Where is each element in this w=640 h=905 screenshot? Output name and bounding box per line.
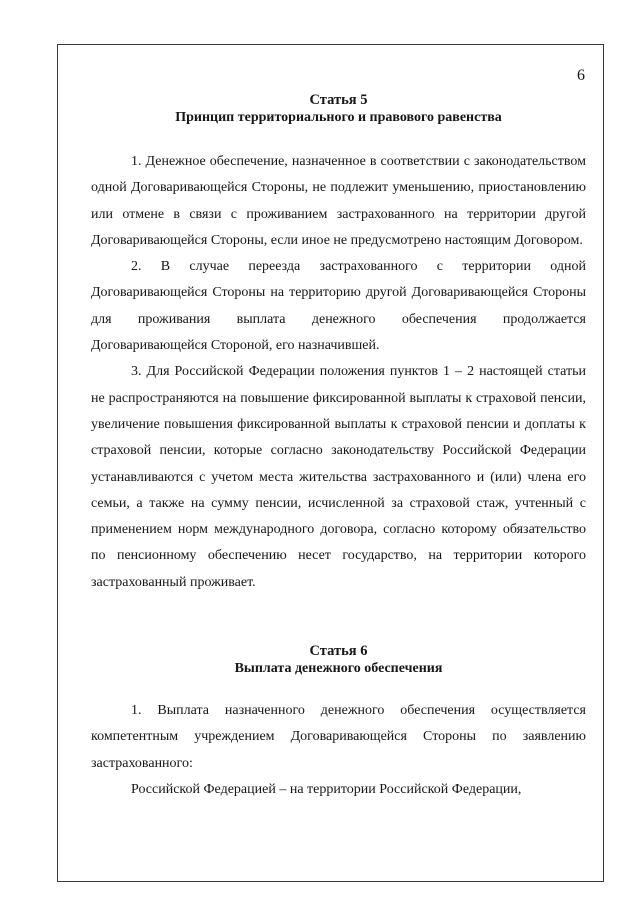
article-5-paragraph-1: 1. Денежное обеспечение, назначенное в соответствии с законодательством одной Договаривающейся Стороны, не подлежит уменьшению, приостановлению или отмене в связи с проживанием застрахованного на территории другой Договаривающейся Стороны, если иное не предусмотрено настоящим Договором. xyxy=(91,154,586,248)
article-5-heading: Статья 5 xyxy=(309,92,368,108)
article-6-paragraph-2: Российской Федерацией – на территории Российской Федерации, xyxy=(131,781,522,797)
article-5-title: Принцип территориального и правового равенства xyxy=(175,110,502,125)
document-body xyxy=(91,91,586,803)
article-5-paragraph-2: 2. В случае переезда застрахованного с территории одной Договаривающейся Стороны на территорию другой Договаривающейся Стороны для проживания выплата денежного обеспечения продолжается Договаривающейся Стороной, его назначившей. xyxy=(91,259,586,354)
article-5-header xyxy=(91,91,586,127)
article-5-paragraph-3: 3. Для Российской Федерации положения пунктов 1 – 2 настоящей статьи не распространяются на повышение фиксированной выплаты к страховой пенсии, увеличение повышения фиксированной выплаты к страховой пенсии и доплаты к страховой пенсии, которые согласно законодательству Российской Федерации устанавливаются с учетом места жительства застрахованного и (или) члена его семьи, а также на сумму пенсии, исчисленной за страховой стаж, учтенный с применением норм международного договора, согласно которому обязательство по пенсионному обеспечению несет государство, на территории которого застрахованный проживает. xyxy=(91,364,586,590)
page-frame xyxy=(57,44,604,882)
article-6-title: Выплата денежного обеспечения xyxy=(234,661,443,677)
page-number: 6 xyxy=(577,67,585,84)
article-6-paragraph-1: 1. Выплата назначенного денежного обеспечения осуществляется компетентным учреждением Договаривающейся Стороны по заявлению застрахованного: xyxy=(91,703,586,771)
article-6-heading: Статья 6 xyxy=(309,643,368,660)
article-6-header xyxy=(91,642,586,678)
